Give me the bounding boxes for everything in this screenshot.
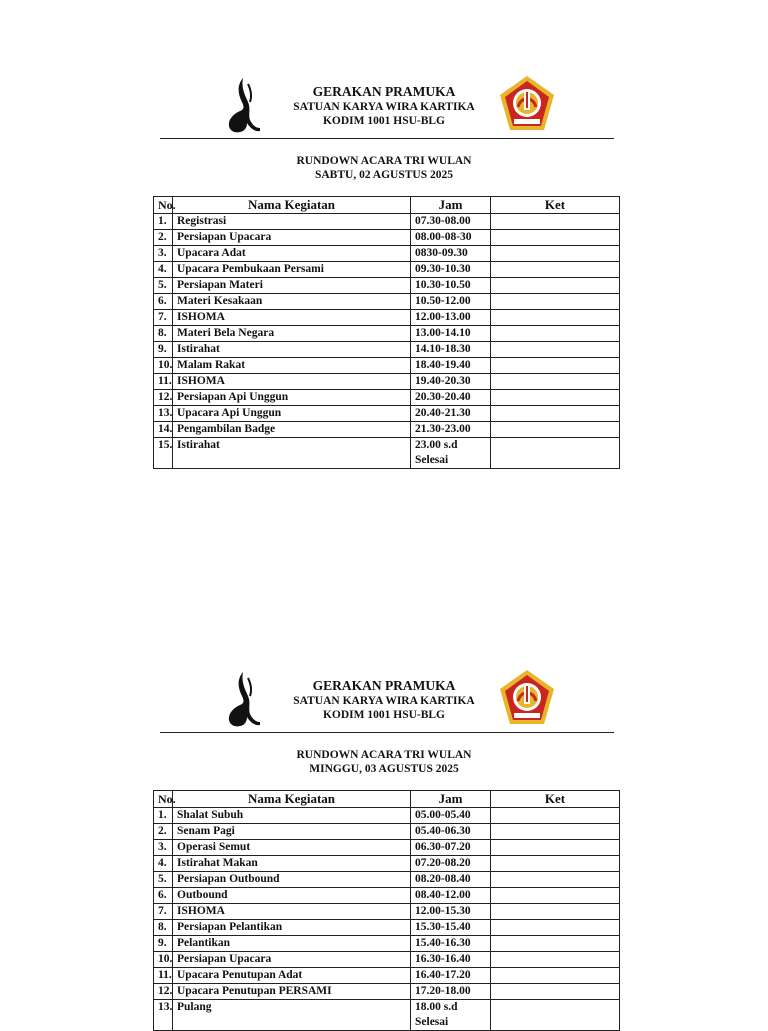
cell-no: 1. <box>154 214 173 230</box>
cell-ket <box>491 406 620 422</box>
cell-no: 2. <box>154 230 173 246</box>
rundown-title-block <box>0 154 768 182</box>
cell-name: Upacara Adat <box>173 246 411 262</box>
cell-ket <box>491 904 620 920</box>
cell-name: ISHOMA <box>173 310 411 326</box>
cell-no: 12. <box>154 390 173 406</box>
table-row <box>154 262 620 278</box>
cell-jam: 18.40-19.40 <box>411 358 491 374</box>
table-row <box>154 840 620 856</box>
cell-ket <box>491 214 620 230</box>
cell-name: Upacara Penutupan PERSAMI <box>173 984 411 1000</box>
cell-name: Materi Bela Negara <box>173 326 411 342</box>
cell-jam: 06.30-07.20 <box>411 840 491 856</box>
cell-ket <box>491 952 620 968</box>
cell-jam: 05.00-05.40 <box>411 808 491 824</box>
cell-jam: 07.30-08.00 <box>411 214 491 230</box>
rundown-title: RUNDOWN ACARA TRI WULAN <box>296 155 472 167</box>
table-row <box>154 358 620 374</box>
cell-name: Operasi Semut <box>173 840 411 856</box>
cell-no: 4. <box>154 262 173 278</box>
cell-no: 4. <box>154 856 173 872</box>
cell-name: Materi Kesakaan <box>173 294 411 310</box>
cell-no: 15. <box>154 438 173 469</box>
org-unit: SATUAN KARYA WIRA KARTIKA <box>293 695 475 707</box>
table-row <box>154 952 620 968</box>
table-row <box>154 872 620 888</box>
cell-no: 5. <box>154 872 173 888</box>
table-row <box>154 920 620 936</box>
cell-ket <box>491 422 620 438</box>
cell-ket <box>491 262 620 278</box>
cell-name: Persiapan Upacara <box>173 952 411 968</box>
cell-ket <box>491 326 620 342</box>
table-row <box>154 374 620 390</box>
table-header-row <box>154 197 620 214</box>
table-row <box>154 294 620 310</box>
cell-no: 14. <box>154 422 173 438</box>
cell-jam: 10.50-12.00 <box>411 294 491 310</box>
table-row <box>154 824 620 840</box>
letterhead-text <box>274 84 494 128</box>
cell-name: Shalat Subuh <box>173 808 411 824</box>
cell-no: 2. <box>154 824 173 840</box>
table-row <box>154 936 620 952</box>
cell-jam: 0830-09.30 <box>411 246 491 262</box>
cell-no: 10. <box>154 358 173 374</box>
table-header-row <box>154 791 620 808</box>
cell-jam: 21.30-23.00 <box>411 422 491 438</box>
cell-name: Upacara Pembukaan Persami <box>173 262 411 278</box>
cell-no: 9. <box>154 936 173 952</box>
table-row <box>154 422 620 438</box>
col-header-jam: Jam <box>411 197 491 214</box>
cell-no: 11. <box>154 374 173 390</box>
cell-name: Registrasi <box>173 214 411 230</box>
cell-ket <box>491 390 620 406</box>
table-row <box>154 310 620 326</box>
cell-jam: 08.20-08.40 <box>411 872 491 888</box>
cell-ket <box>491 342 620 358</box>
cell-name: ISHOMA <box>173 374 411 390</box>
cell-name: Upacara Api Unggun <box>173 406 411 422</box>
table-row <box>154 246 620 262</box>
table-row <box>154 406 620 422</box>
cell-name: Persiapan Pelantikan <box>173 920 411 936</box>
cell-no: 1. <box>154 808 173 824</box>
cell-jam: 20.30-20.40 <box>411 390 491 406</box>
cell-jam: 12.00-15.30 <box>411 904 491 920</box>
cell-name: Istirahat <box>173 342 411 358</box>
rundown-table <box>153 790 620 1031</box>
table-row <box>154 390 620 406</box>
cell-no: 10. <box>154 952 173 968</box>
cell-ket <box>491 358 620 374</box>
cell-jam: 15.40-16.30 <box>411 936 491 952</box>
letterhead-text <box>274 678 494 722</box>
header-divider <box>160 138 614 139</box>
table-row <box>154 1000 620 1031</box>
cell-jam: 05.40-06.30 <box>411 824 491 840</box>
cell-name: Istirahat Makan <box>173 856 411 872</box>
cell-name: Pulang <box>173 1000 411 1031</box>
table-row <box>154 214 620 230</box>
cell-no: 3. <box>154 840 173 856</box>
cell-jam: 12.00-13.00 <box>411 310 491 326</box>
cell-jam: 13.00-14.10 <box>411 326 491 342</box>
cell-name: Pengambilan Badge <box>173 422 411 438</box>
col-header-name: Nama Kegiatan <box>173 197 411 214</box>
rundown-date: MINGGU, 03 AGUSTUS 2025 <box>309 763 459 775</box>
cell-jam: 20.40-21.30 <box>411 406 491 422</box>
col-header-no: No. <box>154 197 173 214</box>
cell-ket <box>491 888 620 904</box>
cell-ket <box>491 936 620 952</box>
cell-no: 13. <box>154 406 173 422</box>
cell-ket <box>491 808 620 824</box>
cell-jam: 16.40-17.20 <box>411 968 491 984</box>
cell-name: Persiapan Outbound <box>173 872 411 888</box>
col-header-ket: Ket <box>491 791 620 808</box>
rundown-title-block <box>0 748 768 776</box>
cell-no: 3. <box>154 246 173 262</box>
kodim-emblem-logo <box>497 668 557 728</box>
cell-no: 6. <box>154 888 173 904</box>
col-header-ket: Ket <box>491 197 620 214</box>
table-row <box>154 278 620 294</box>
cell-no: 8. <box>154 326 173 342</box>
cell-jam: 07.20-08.20 <box>411 856 491 872</box>
cell-ket <box>491 1000 620 1031</box>
cell-jam: 17.20-18.00 <box>411 984 491 1000</box>
cell-no: 5. <box>154 278 173 294</box>
cell-jam: 19.40-20.30 <box>411 374 491 390</box>
table-row <box>154 438 620 469</box>
rundown-date: SABTU, 02 AGUSTUS 2025 <box>314 169 454 181</box>
org-branch: KODIM 1001 HSU-BLG <box>322 709 446 721</box>
cell-ket <box>491 310 620 326</box>
cell-name: Persiapan Upacara <box>173 230 411 246</box>
cell-ket <box>491 856 620 872</box>
cell-no: 6. <box>154 294 173 310</box>
table-row <box>154 856 620 872</box>
table-row <box>154 968 620 984</box>
cell-name: Persiapan Materi <box>173 278 411 294</box>
letterhead <box>0 666 768 732</box>
col-header-name: Nama Kegiatan <box>173 791 411 808</box>
table-row <box>154 342 620 358</box>
cell-jam: 16.30-16.40 <box>411 952 491 968</box>
cell-name: Senam Pagi <box>173 824 411 840</box>
cell-name: Outbound <box>173 888 411 904</box>
org-unit: SATUAN KARYA WIRA KARTIKA <box>293 101 475 113</box>
table-row <box>154 904 620 920</box>
tunas-kelapa-logo <box>226 76 262 134</box>
cell-jam: 23.00 s.d Selesai <box>411 438 491 469</box>
kodim-emblem-logo <box>497 74 557 134</box>
cell-no: 13. <box>154 1000 173 1031</box>
cell-ket <box>491 984 620 1000</box>
cell-jam: 08.00-08-30 <box>411 230 491 246</box>
col-header-no: No. <box>154 791 173 808</box>
cell-name: Upacara Penutupan Adat <box>173 968 411 984</box>
cell-no: 8. <box>154 920 173 936</box>
cell-name: Malam Rakat <box>173 358 411 374</box>
cell-ket <box>491 872 620 888</box>
table-row <box>154 984 620 1000</box>
cell-ket <box>491 278 620 294</box>
rundown-title: RUNDOWN ACARA TRI WULAN <box>296 749 472 761</box>
cell-ket <box>491 294 620 310</box>
cell-name: Istirahat <box>173 438 411 469</box>
cell-ket <box>491 840 620 856</box>
cell-jam: 14.10-18.30 <box>411 342 491 358</box>
cell-no: 12. <box>154 984 173 1000</box>
cell-no: 7. <box>154 310 173 326</box>
tunas-kelapa-logo <box>226 670 262 728</box>
table-row <box>154 326 620 342</box>
org-name: GERAKAN PRAMUKA <box>312 678 456 693</box>
cell-name: Persiapan Api Unggun <box>173 390 411 406</box>
cell-no: 9. <box>154 342 173 358</box>
col-header-jam: Jam <box>411 791 491 808</box>
cell-ket <box>491 824 620 840</box>
table-row <box>154 888 620 904</box>
cell-no: 7. <box>154 904 173 920</box>
cell-jam: 15.30-15.40 <box>411 920 491 936</box>
table-row <box>154 230 620 246</box>
header-divider <box>160 732 614 733</box>
cell-jam: 09.30-10.30 <box>411 262 491 278</box>
cell-jam: 18.00 s.d Selesai <box>411 1000 491 1031</box>
cell-no: 11. <box>154 968 173 984</box>
org-name: GERAKAN PRAMUKA <box>312 84 456 99</box>
cell-jam: 10.30-10.50 <box>411 278 491 294</box>
cell-ket <box>491 920 620 936</box>
org-branch: KODIM 1001 HSU-BLG <box>322 115 446 127</box>
cell-ket <box>491 438 620 469</box>
letterhead <box>0 72 768 138</box>
cell-ket <box>491 968 620 984</box>
cell-name: ISHOMA <box>173 904 411 920</box>
cell-ket <box>491 374 620 390</box>
cell-name: Pelantikan <box>173 936 411 952</box>
rundown-table <box>153 196 620 469</box>
cell-ket <box>491 230 620 246</box>
table-row <box>154 808 620 824</box>
cell-jam: 08.40-12.00 <box>411 888 491 904</box>
cell-ket <box>491 246 620 262</box>
